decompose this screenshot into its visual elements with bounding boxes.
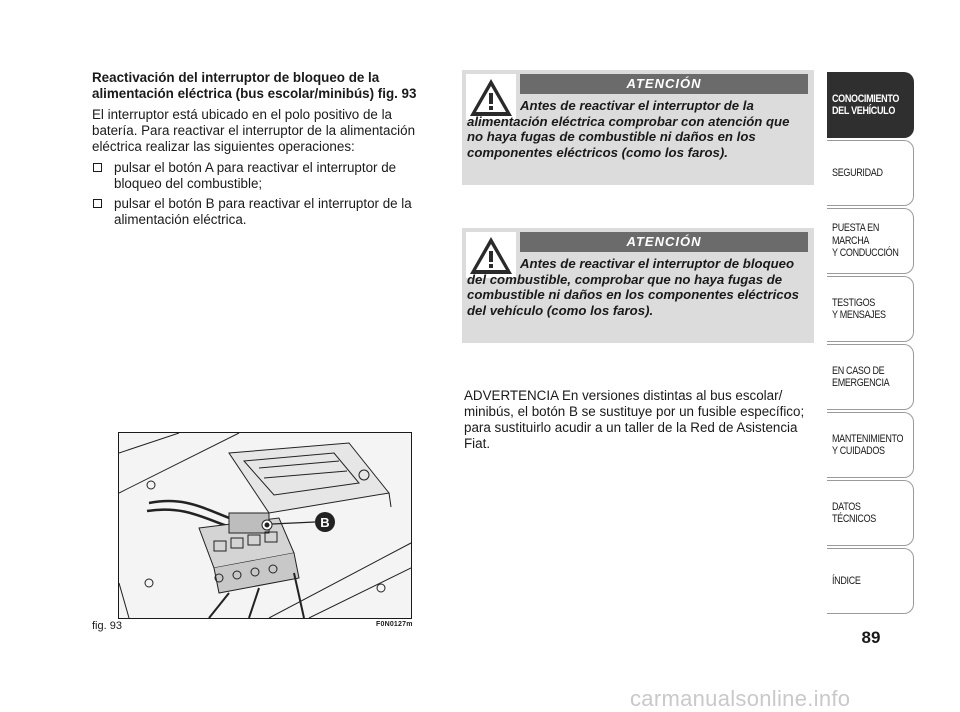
callout-b-label: B: [320, 515, 330, 530]
sidebar-tab-testigos[interactable]: [827, 276, 914, 342]
warning-header: ATENCIÓN: [520, 74, 808, 94]
tab-label-line: Y CONDUCCIÓN: [832, 247, 899, 260]
warning-text: Antes de reactivar el interruptor de la alimentación eléctrica comprobar con atención que no haya fugas de combustible ni daños en los componentes eléctricos (como los faros).: [467, 98, 790, 160]
tab-label-line: MANTENIMIENTO: [832, 432, 904, 445]
checkbox-bullet-icon: [93, 199, 102, 208]
sidebar-tab-datos-tecnicos[interactable]: [827, 480, 914, 546]
sidebar-tab-conocimiento[interactable]: [827, 72, 914, 138]
sidebar-tab-seguridad[interactable]: [827, 140, 914, 206]
list-item: [92, 196, 437, 228]
tab-label-line: PUESTA EN: [832, 222, 880, 235]
left-column: [92, 70, 437, 232]
sidebar-tab-mantenimiento[interactable]: [827, 412, 914, 478]
tab-label-line: DATOS: [832, 500, 861, 513]
battery-illustration: [119, 433, 411, 618]
warning-box: [462, 228, 814, 343]
tab-label-line: ÍNDICE: [832, 574, 861, 587]
advertencia-note: ADVERTENCIA En versiones distintas al bus escolar/ minibús, el botón B se sustituye por un fusible específico; para sustituirlo acudir a un taller de la Red de Asistencia Fiat.: [464, 388, 805, 451]
tab-label-line: Y CUIDADOS: [832, 445, 885, 457]
sidebar-tab-puesta-en-marcha[interactable]: [827, 208, 914, 274]
watermark: carmanualsonline.info: [630, 686, 851, 711]
sidebar-tab-emergencia[interactable]: [827, 344, 914, 410]
tab-label-line: CONOCIMIENTO: [832, 92, 900, 105]
tab-label-line: TESTIGOS: [832, 296, 875, 309]
warning-text: Antes de reactivar el interruptor de bloqueo del combustible, comprobar que no haya fugas de combustible ni daños en los componentes eléctricos del vehículo (como los faros).: [467, 256, 799, 318]
page-number: 89: [861, 628, 881, 647]
section-intro: El interruptor está ubicado en el polo positivo de la batería. Para reactivar el interruptor de la alimentación eléctrica realizar las siguientes operaciones:: [92, 107, 416, 154]
tab-label-line: DEL VEHÍCULO: [832, 105, 896, 117]
tab-label-line: Y MENSAJES: [832, 309, 886, 321]
tab-label-line: SEGURIDAD: [832, 166, 883, 179]
list-item: [92, 160, 437, 192]
figure-caption: fig. 93: [92, 620, 122, 632]
figure-code: F0N0127m: [376, 621, 413, 628]
section-title: Reactivación del interruptor de bloqueo de la alimentación eléctrica (bus escolar/minibús) fig. 93: [92, 70, 417, 101]
sidebar-tab-indice[interactable]: [827, 548, 914, 614]
checkbox-bullet-icon: [93, 163, 102, 172]
list-item-text: pulsar el botón B para reactivar el interruptor de la alimentación eléctrica.: [114, 196, 412, 227]
warning-box: [462, 70, 814, 185]
list-item-text: pulsar el botón A para reactivar el interruptor de bloqueo del combustible;: [114, 160, 397, 191]
tab-label-line: EMERGENCIA: [832, 377, 890, 389]
figure-93-illustration: [118, 432, 412, 619]
tab-label-line: TÉCNICOS: [832, 513, 876, 525]
warning-header: ATENCIÓN: [520, 232, 808, 252]
tab-label-line: EN CASO DE: [832, 364, 885, 377]
tab-label-line: MARCHA: [832, 234, 870, 247]
